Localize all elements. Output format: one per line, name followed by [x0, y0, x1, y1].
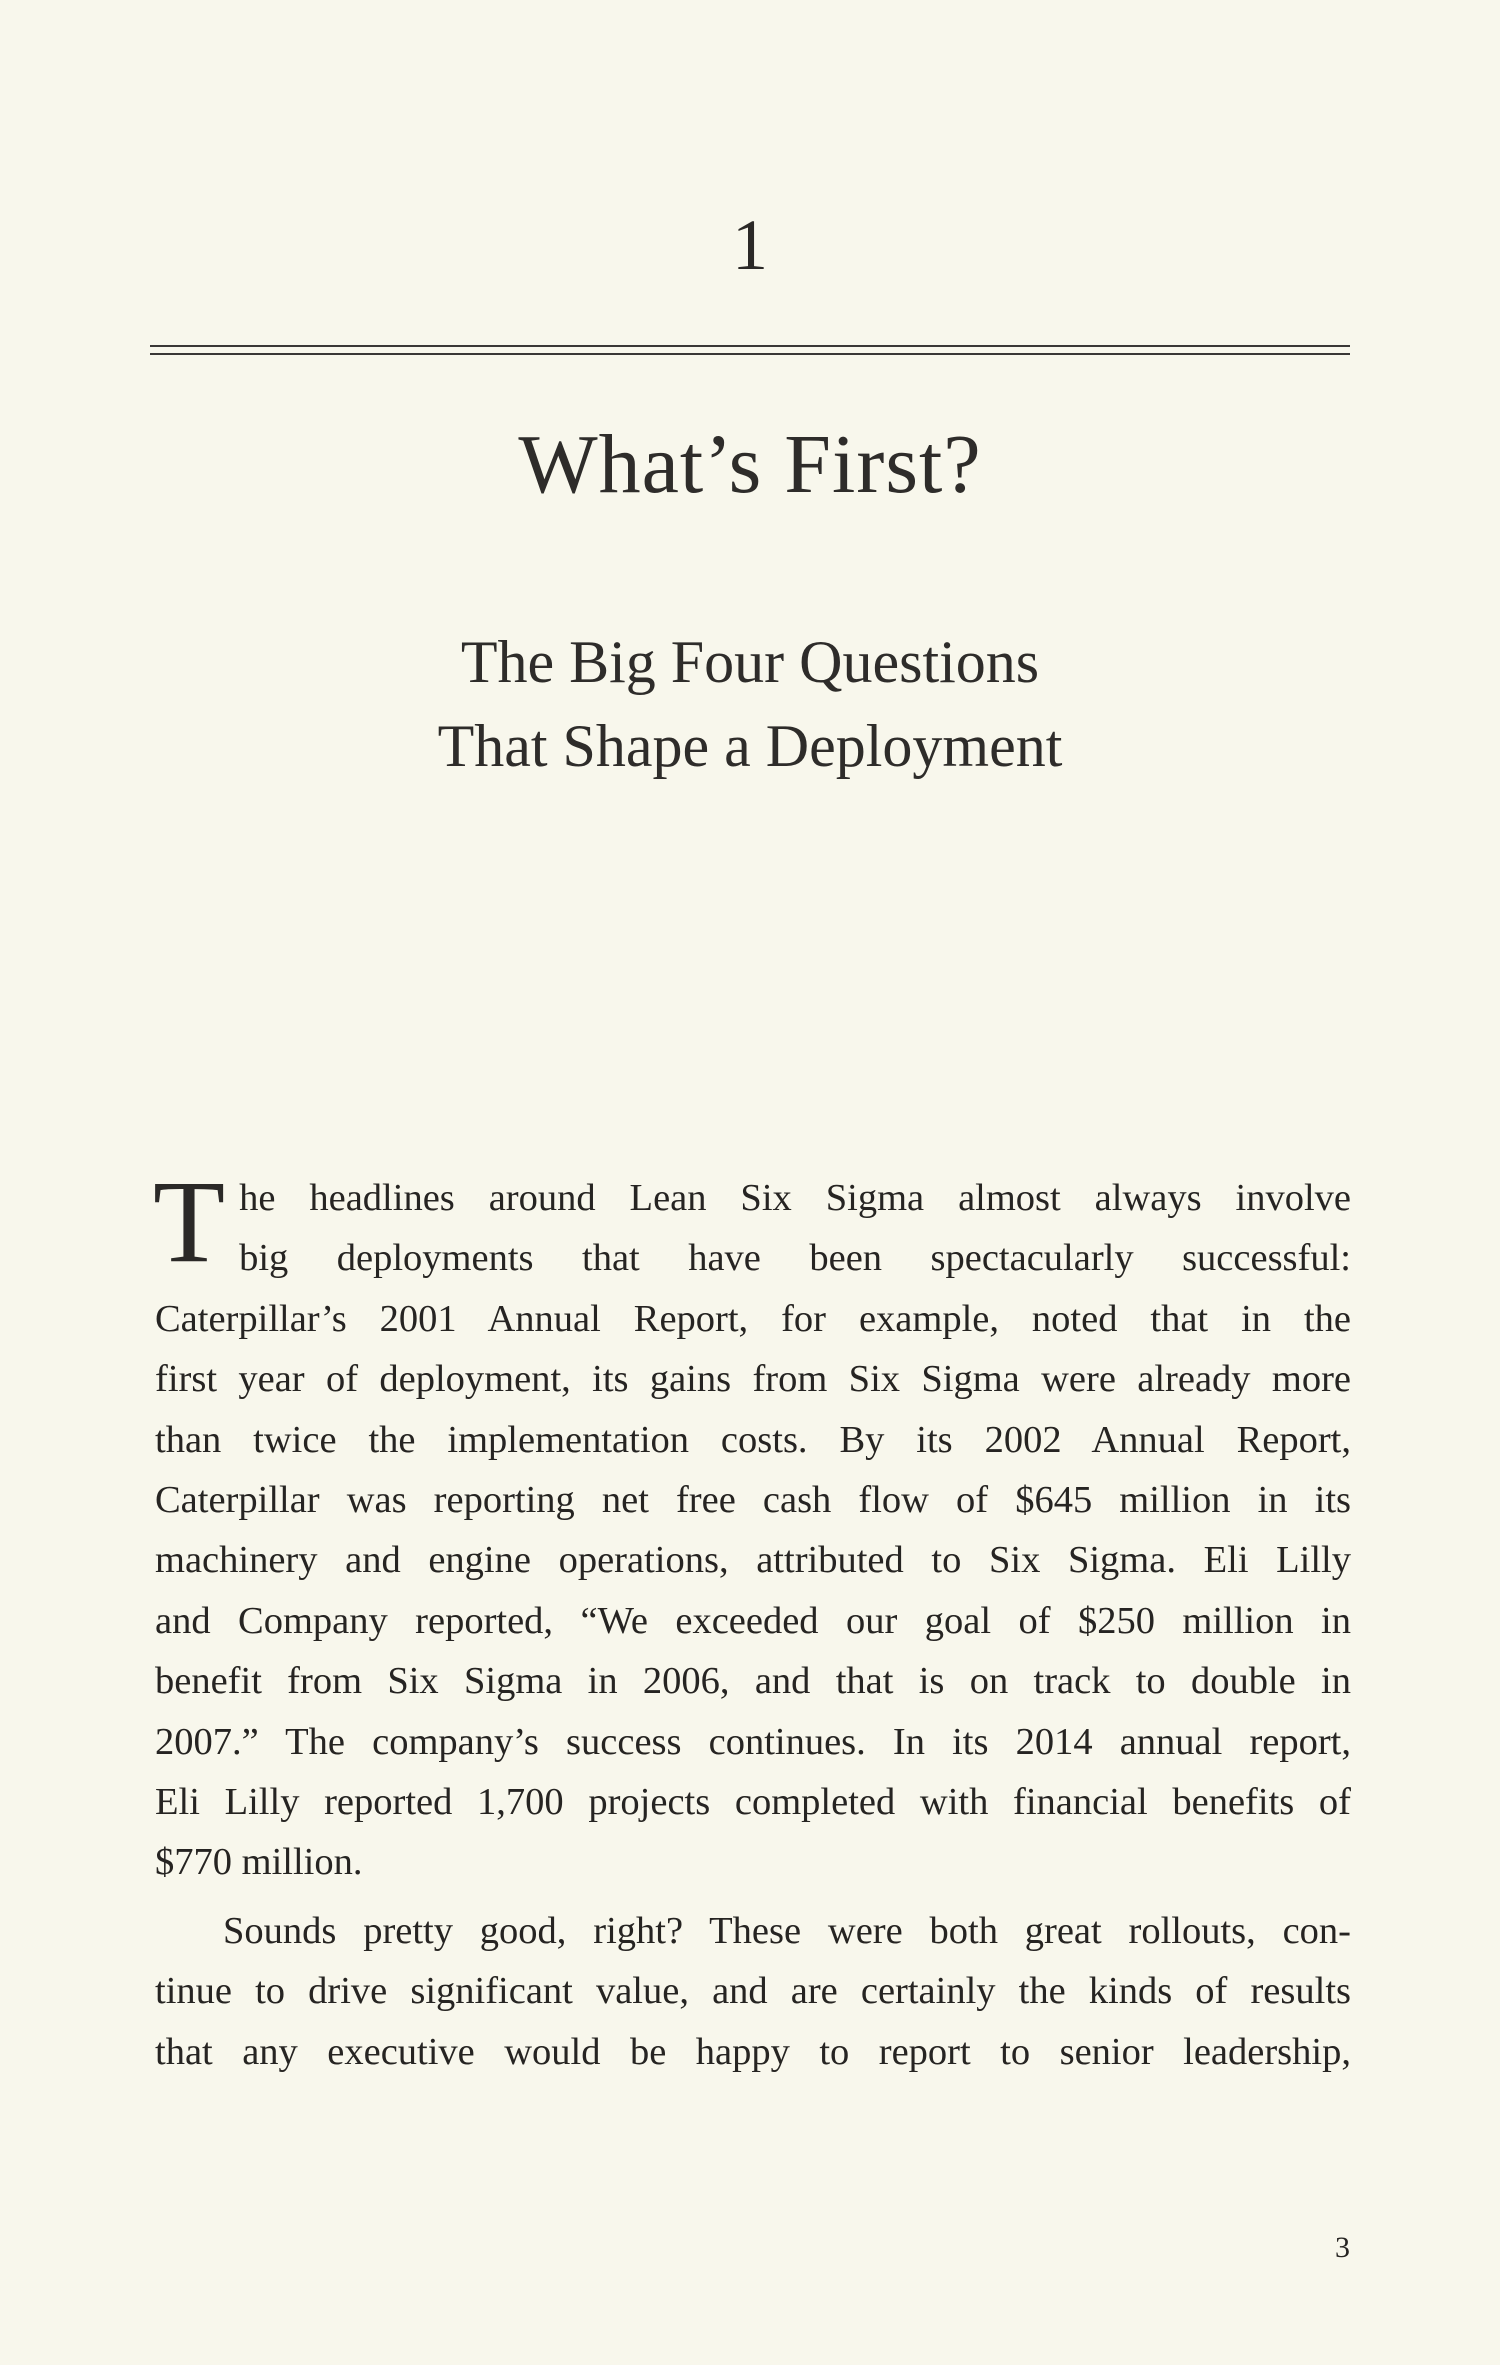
text-line: than twice the implementation costs. By its 2002 Annual Report, [155, 1418, 1351, 1461]
text-line: Caterpillar was reporting net free cash flow of $645 million in its [155, 1479, 1351, 1522]
page-number: 3 [1335, 2231, 1350, 2264]
text-line: Sounds pretty good, right? These were both great rollouts, con- [223, 1909, 1351, 1952]
text-line: benefit from Six Sigma in 2006, and that is on track to double in [155, 1660, 1351, 1703]
text-line: first year of deployment, its gains from Six Sigma were already more [155, 1358, 1351, 1401]
text-line: 2007.” The company’s success continues. In its 2014 annual report, [155, 1720, 1351, 1763]
text-line: and Company reported, “We exceeded our goal of $250 million in [155, 1599, 1351, 1642]
text-line: Caterpillar’s 2001 Annual Report, for example, noted that in the [155, 1297, 1351, 1340]
paragraph-1 [153, 1156, 1351, 1893]
text-line: that any executive would be happy to report to senior leadership, [155, 2030, 1351, 2073]
chapter-rule-bottom [150, 353, 1350, 355]
chapter-subtitle-line-2: That Shape a Deployment [437, 713, 1063, 779]
chapter-title: What’s First? [518, 418, 982, 511]
chapter-number: 1 [732, 205, 768, 285]
text-line: machinery and engine operations, attributed to Six Sigma. Eli Lilly [155, 1539, 1351, 1582]
drop-cap: T [153, 1156, 226, 1287]
body-text [153, 1156, 1351, 2082]
paragraph-2 [155, 1901, 1351, 2082]
text-line: tinue to drive significant value, and are certainly the kinds of results [155, 1970, 1351, 2013]
text-line: $770 million. [155, 1841, 363, 1884]
chapter-rule-top [150, 345, 1350, 347]
text-line: Eli Lilly reported 1,700 projects completed with financial benefits of [155, 1781, 1351, 1824]
chapter-subtitle-line-1: The Big Four Questions [460, 629, 1040, 695]
chapter-subtitle [0, 620, 1500, 788]
text-line: he headlines around Lean Six Sigma almost always involve [239, 1177, 1351, 1219]
text-line: big deployments that have been spectacularly successful: [239, 1237, 1351, 1280]
